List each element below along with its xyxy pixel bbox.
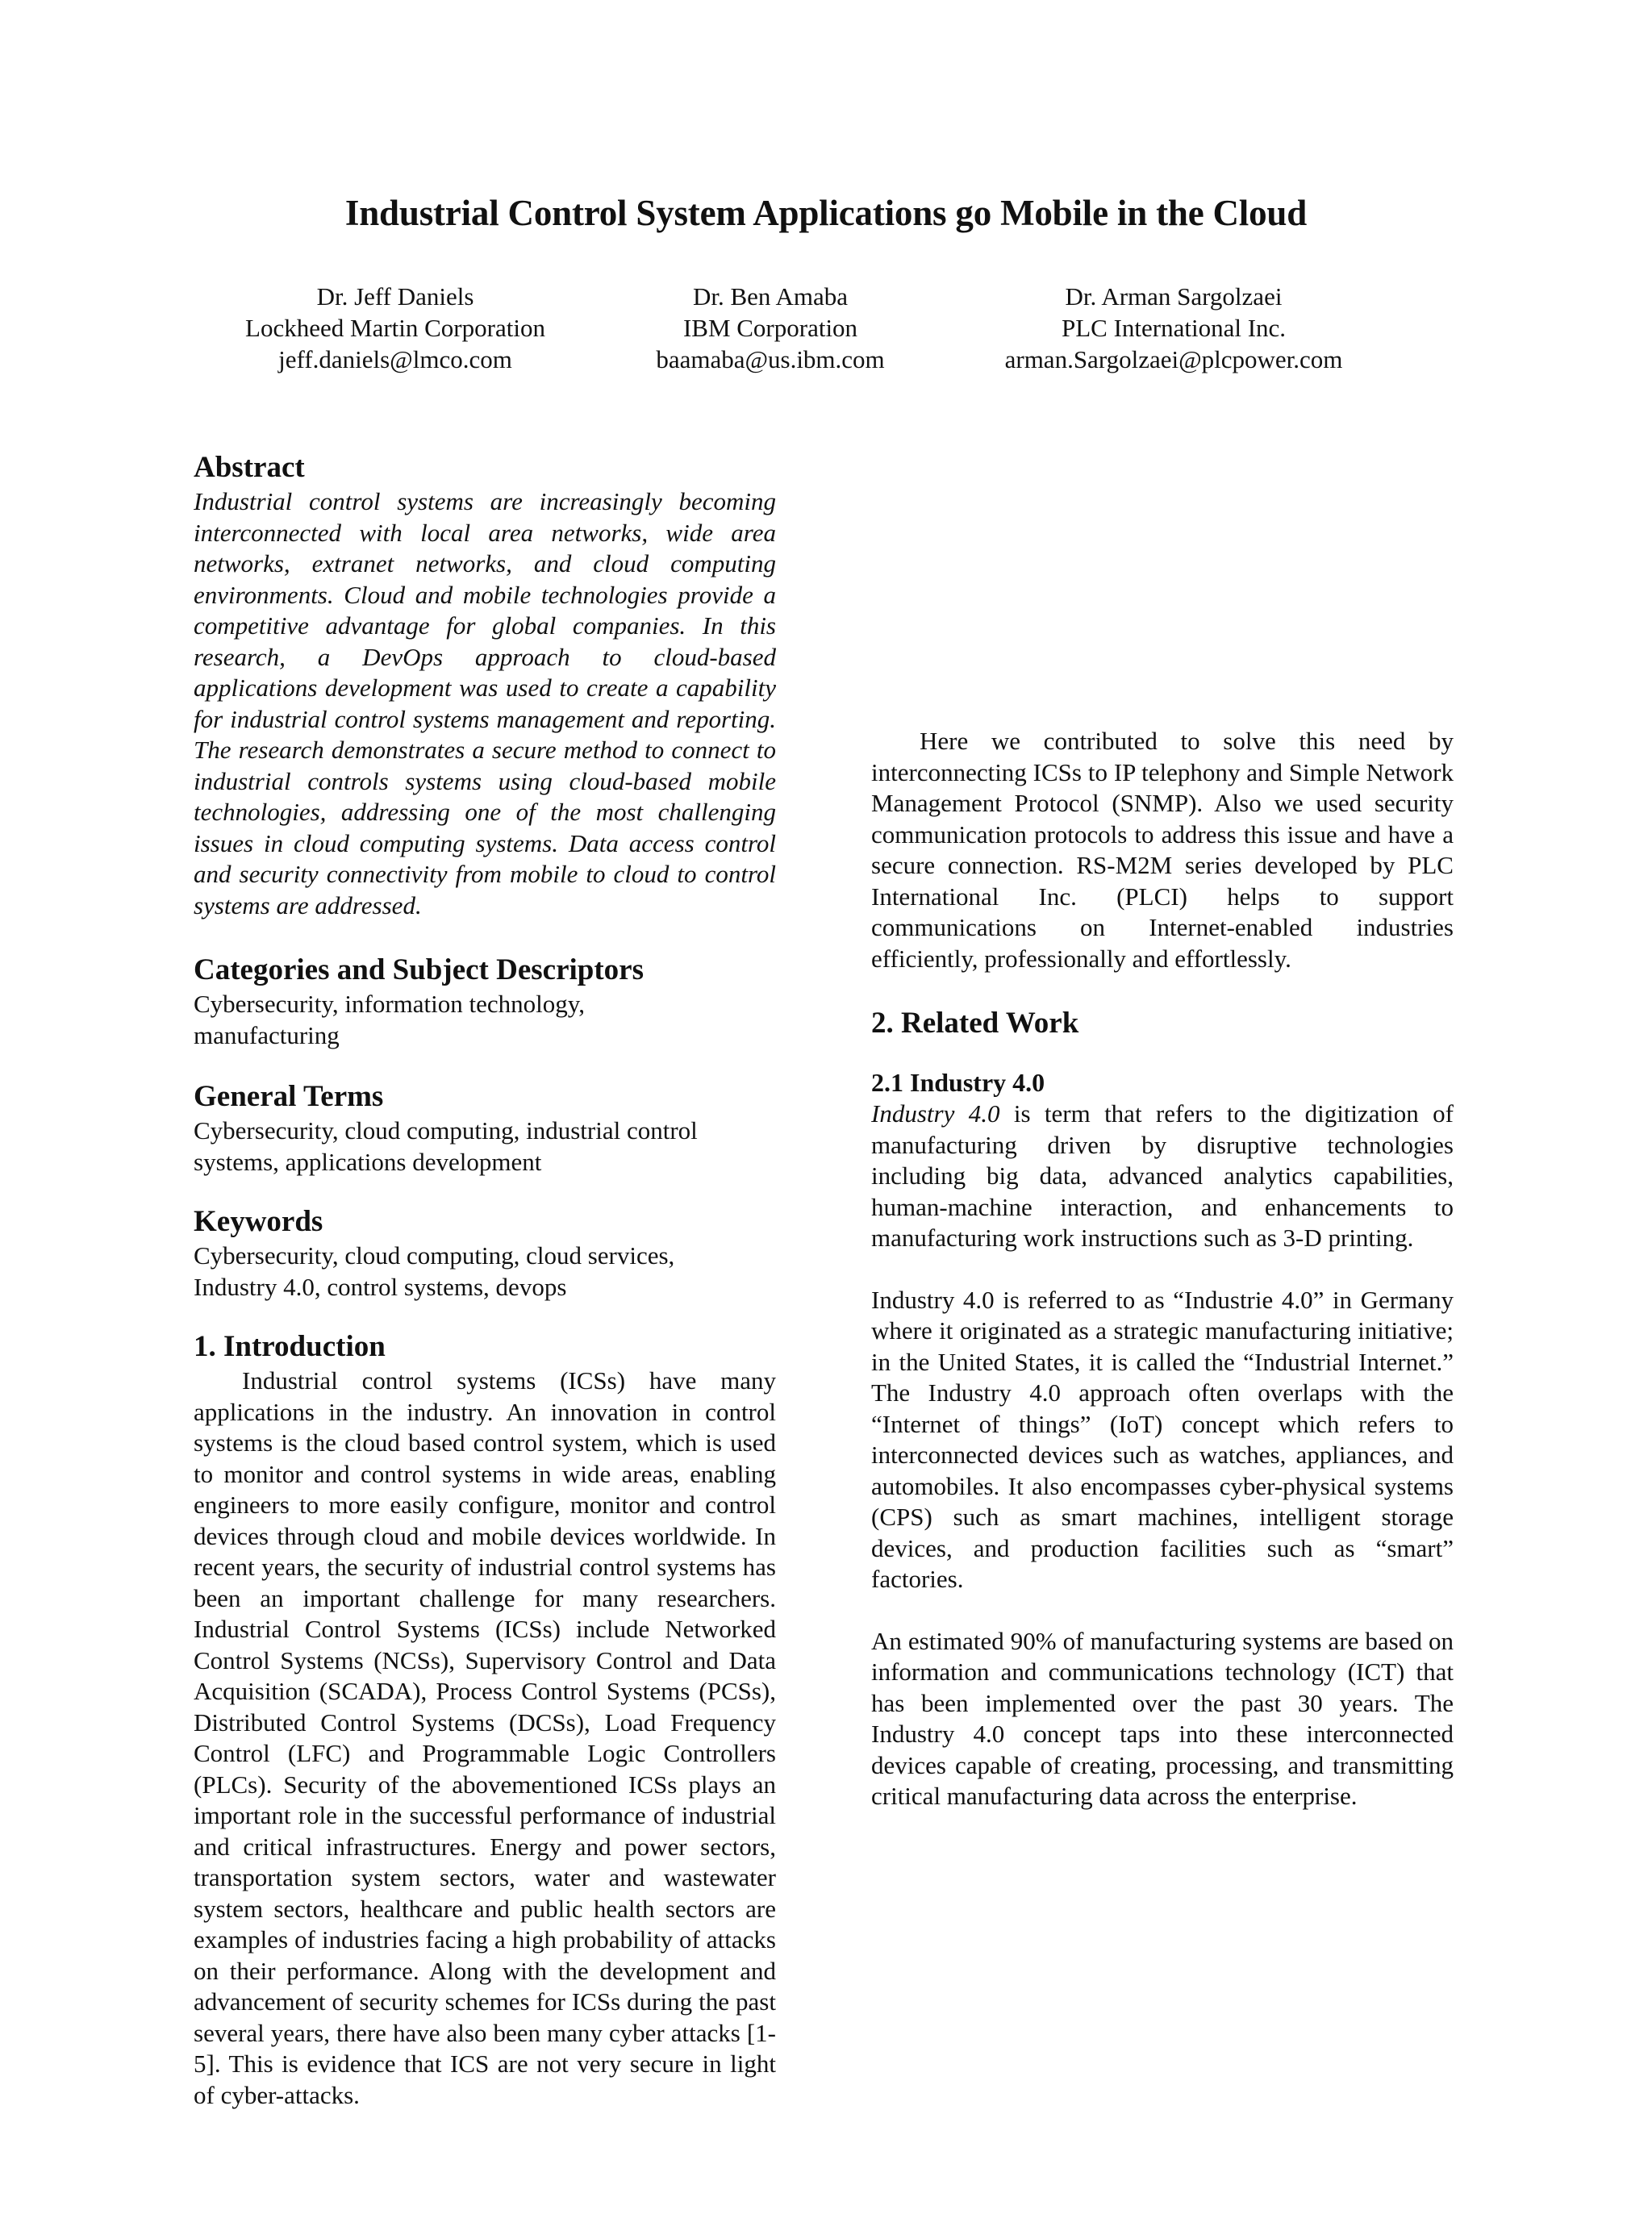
categories-heading: Categories and Subject Descriptors [194,953,644,986]
author-block [992,281,1355,375]
author-org: Lockheed Martin Corporation [245,314,545,342]
general-terms-line: systems, applications development [194,1147,542,1176]
author-email: jeff.daniels@lmco.com [278,345,512,373]
categories-line: Cybersecurity, information technology, [194,990,585,1018]
author-name: Dr. Jeff Daniels [316,282,474,311]
categories-line: manufacturing [194,1020,340,1049]
author-name: Dr. Arman Sargolzaei [1065,282,1283,311]
general-terms-heading: General Terms [194,1080,384,1113]
keywords-line: Cybersecurity, cloud computing, cloud services, [194,1241,675,1270]
author-email: baamaba@us.ibm.com [656,345,885,373]
keywords-heading: Keywords [194,1205,323,1238]
abstract-heading: Abstract [194,451,305,484]
introduction-flow-left [194,1366,776,2235]
introduction-paragraph: Industrial control systems (ICSs) have many applications in the industry. An innovation in control systems is the cloud based control system, which is used to monitor and control systems in wide areas, enabling engineers to more easily configure, monitor and control devices through cloud and mobile devices worldwide. In recent years, the security of industrial control systems has been an important challenge for many researchers. Industrial Control Systems (ICSs) include Networked Control Systems (NCSs), Supervisory Control and Data Acquisition (SCADA), Process Control Systems (PCSs), Distributed Control Systems (DCSs), Load Frequency Control (LFC) and Programmable Logic Controllers (PLCs). Security of the abovementioned ICSs plays an important role in the successful performance of industrial and critical infrastructures. Energy and power sectors, transportation system sectors, water and wastewater system sectors, healthcare and public health sectors are examples of industries facing a high probability of attacks on their performance. Along with the development and advancement of security schemes for ICSs during the past several years, there have also been many cyber attacks [1-5]. This is evidence that ICS are not very secure in light of cyber-attacks. [194,1366,776,2109]
author-name: Dr. Ben Amaba [693,282,848,311]
right-column [871,446,1454,1812]
paper-title: Industrial Control System Applications go Mobile in the Cloud [344,193,1308,233]
left-column [194,449,776,2235]
related-work-paragraph: An estimated 90% of manufacturing systems are based on information and communications technology (ICT) that has been implemented over the past 30 years. The Industry 4.0 concept taps into these interconnected devices capable of creating, processing, and transmitting critical manufacturing data across the enterprise. [871,1626,1454,1810]
introduction-heading: 1. Introduction [194,1330,386,1363]
related-work-paragraph-text: is term that refers to the digitization of manufacturing driven by disruptive technologies including big data, advanced analytics capabilities, human-machine interaction, and enhancements to manufacturing work instructions such as 3-D printing. [871,1099,1454,1252]
author-org: PLC International Inc. [1061,314,1287,342]
general-terms-line: Cybersecurity, cloud computing, industrial control [194,1116,698,1145]
author-email: arman.Sargolzaei@plcpower.com [1004,345,1343,373]
abstract-text: Industrial control systems are increasingly becoming interconnected with local area networks, wide area networks, extranet networks, and cloud computing environments. Cloud and mobile technologies provide a competitive advantage for global companies. In this research, a DevOps approach to cloud-based applications development was used to create a capability for industrial control systems management and reporting. The research demonstrates a secure method to connect to industrial controls systems using cloud-based mobile technologies, addressing one of the most challenging issues in cloud computing systems. Data access control and security connectivity from mobile to cloud to control systems are addressed. [194,487,776,919]
author-block [637,281,903,375]
introduction-paragraph: Here we contributed to solve this need by interconnecting ICSs to IP telephony and Simple Network Management Protocol (SNMP). Also we used security communication protocols to address this issue and have a secure connection. RS-M2M series developed by PLC International Inc. (PLCI) helps to support communications on Internet-enabled industries efficiently, professionally and effortlessly. [871,727,1454,973]
author-block [234,281,557,375]
keywords-line: Industry 4.0, control systems, devops [194,1272,567,1301]
author-org: IBM Corporation [682,314,858,342]
industry-40-term: Industry 4.0 [871,1099,1000,1128]
related-work-heading: 2. Related Work [871,1007,1079,1040]
related-work-paragraph: Industry 4.0 is referred to as “Industrie 4.0” in Germany where it originated as a strategic manufacturing initiative; in the United States, it is called the “Industrial Internet.” The Industry 4.0 approach often overlaps with the “Internet of things” (IoT) concept which refers to interconnected devices such as watches, appliances, and automobiles. It also encompasses cyber-physical systems (CPS) such as smart machines, intelligent storage devices, and production facilities such as “smart” factories. [871,1285,1454,1593]
introduction-flow-right [871,446,1454,726]
industry-40-subheading: 2.1 Industry 4.0 [871,1068,1045,1097]
related-work-paragraph [871,1099,1454,1254]
